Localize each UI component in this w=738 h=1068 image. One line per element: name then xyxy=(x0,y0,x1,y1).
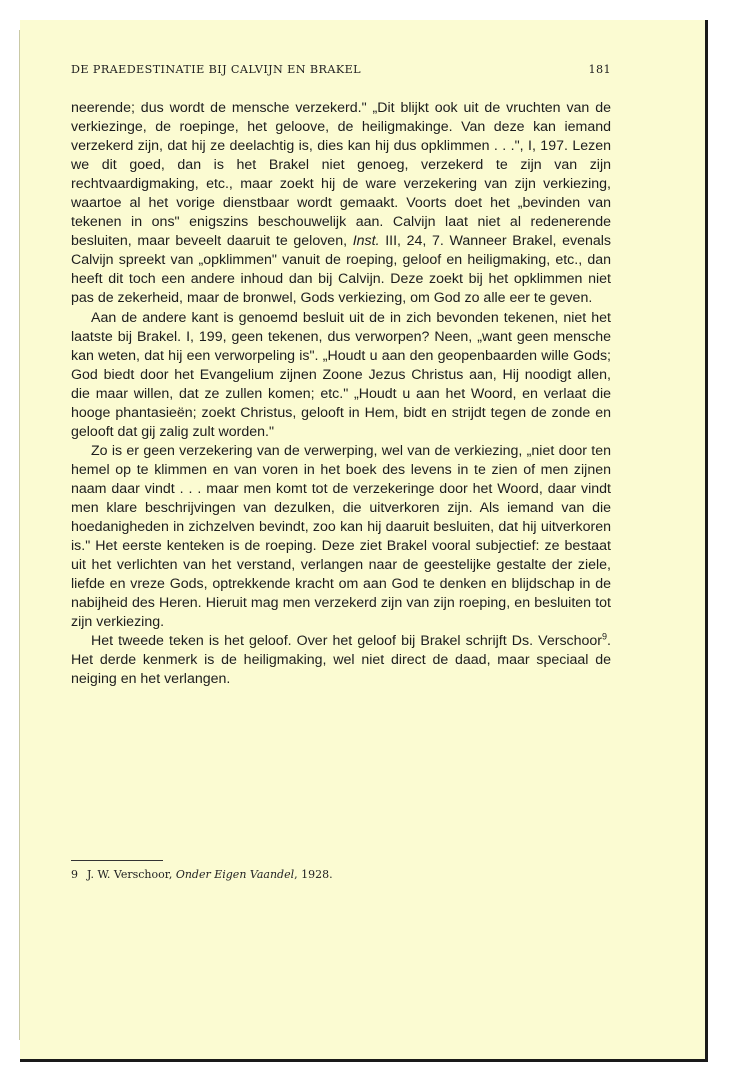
body-text xyxy=(71,99,611,689)
footnote-author: J. W. Verschoor, xyxy=(87,868,176,881)
footnote-rest: , 1928. xyxy=(294,868,333,881)
paragraph-4-part-2: . Het derde kenmerk is de heiligmaking, wel niet direct de daad, maar speciaal de neiging en het verlangen. xyxy=(71,633,611,688)
citation-inst: Inst. xyxy=(352,233,380,250)
footnote-rule xyxy=(71,860,163,861)
paragraph-3: Zo is er geen verzekering van de verwerping, wel van de verkiezing, „niet door ten hemel op te klimmen en van voren in het boek des levens in te zien of men zijnen naam daar vindt . . . maar men komt tot de verzekeringe door het Woord, daar vindt men klare beschrijvingen van dezulken, die uitverkoren zijn. Als iemand van die hoedanigheden in zichzelven bevindt, zoo kan hij daaruit besluiten, dat hij uitverkoren is." Het eerste kenteken is de roeping. Deze ziet Brakel vooral subjectief: ze bestaat uit het verlichten van het verstand, verlangen naar de geestelijke gestalte der ziele, liefde en vreze Gods, optrekkende kracht om aan God te denken en blijdschap in de nabijheid des Heren. Hieruit mag men verzekerd zijn van zijn roeping, en besluiten tot zijn verkiezing. xyxy=(71,442,611,631)
footnote xyxy=(71,868,611,881)
page-edge xyxy=(19,30,20,1040)
paragraph-1-part-2: III, 24, 7. Wanneer Brakel, evenals Calvijn spreekt van „opklimmen" vanuit de roeping, geloof en heiligmaking, etc., dan heeft dit toch een andere inhoud dan bij Calvijn. Deze zoekt bij het opklimmen niet pas de zekerheid, maar de bronwel, Gods verkiezing, om God zo alle eer te geven. xyxy=(71,233,611,307)
paragraph-1-part-1: neerende; dus wordt de mensche verzekerd." „Dit blijkt ook uit de vruchten van de verkiezinge, de roepinge, het geloove, de heiligmakinge. Van deze kan iemand verzekerd zijn, dat hij ze deelachtig is, dies kan hij dus opklimmen . . .", I, 197. Lezen we dit goed, dan is het Brakel niet genoeg, verzekerd te zijn van zijn rechtvaardigmaking, etc., maar zoekt hij de ware verzekering van zijn verkiezing, waartoe al het vorige dienstbaar wordt gemaakt. Voorts doet het „bevinden van tekenen in ons" enigszins beschouwelijk aan. Calvijn laat niet al redenerende besluiten, maar beveelt daaruit te geloven, xyxy=(71,100,611,250)
paragraph-1 xyxy=(71,99,611,309)
paragraph-2: Aan de andere kant is genoemd besluit uit de in zich bevonden tekenen, niet het laatste bij Brakel. I, 199, geen tekenen, dus verworpen? Neen, „want geen mensche kan weten, dat hij een verworpeling is". „Houdt u aan den geopenbaarden wille Gods; God biedt door het Evangelium zijnen Zoone Jezus Christus aan, Hij noodigt allen, die maar willen, dat ze zullen komen; etc." „Houdt u aan het Woord, en verlaat die hooge phantasieën; zoekt Christus, gelooft in Hem, bidt en strijdt tegen de zonde en gelooft dat gij zalig zult worden." xyxy=(71,309,611,440)
footnote-number: 9 xyxy=(71,868,78,881)
footnote-title: Onder Eigen Vaandel xyxy=(175,868,295,881)
running-title: DE PRAEDESTINATIE BIJ CALVIJN EN BRAKEL xyxy=(71,63,361,76)
paragraph-4-part-1: Het tweede teken is het geloof. Over het geloof bij Brakel schrijft Ds. Verschoor xyxy=(91,633,603,650)
paragraph-4 xyxy=(71,632,611,689)
page-number: 181 xyxy=(588,63,611,76)
footnote-ref: 9 xyxy=(602,631,608,642)
